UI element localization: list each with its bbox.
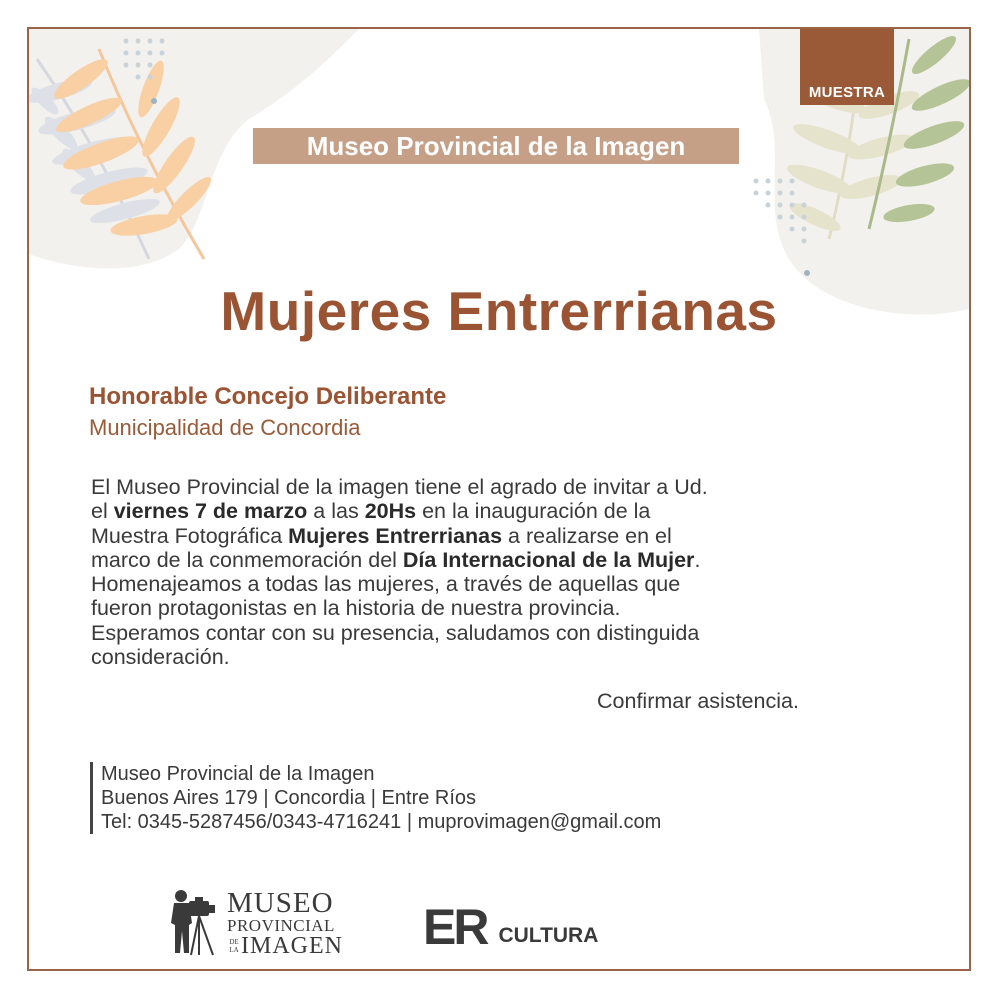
museo-logo-de: DE	[229, 938, 239, 946]
museo-logo-line2: PROVINCIAL	[227, 916, 335, 935]
muestra-badge	[800, 29, 894, 105]
er-cultura-logo	[423, 899, 599, 955]
museo-logo-line1: MUSEO	[227, 887, 334, 919]
organizer-municipality: Municipalidad de Concordia	[89, 415, 361, 440]
body-line-7: Esperamos contar con su presencia, saludamos con distinguida	[91, 620, 700, 645]
museo-logo-line3: IMAGEN	[241, 933, 343, 959]
body-line-3	[91, 524, 891, 548]
invitation-body	[91, 475, 891, 669]
body-text-segment: .	[694, 547, 701, 572]
event-date: viernes 7 de marzo	[113, 499, 308, 524]
page-title: Mujeres Entrerrianas	[220, 280, 778, 342]
body-text-segment: marco de la conmemoración del	[91, 547, 403, 572]
museum-banner-text: Museo Provincial de la Imagen	[306, 130, 686, 161]
exhibition-name: Mujeres Entrerrianas	[288, 523, 503, 548]
body-text-segment: Muestra Fotográfica	[91, 523, 289, 548]
body-text-segment: a realizarse en el	[502, 523, 672, 548]
museo-logo-dela	[227, 938, 241, 954]
contact-name: Museo Provincial de la Imagen	[101, 763, 375, 785]
body-line-6: fueron protagonistas en la historia de nuestra provincia.	[91, 596, 621, 621]
museo-logo-line3-group	[227, 935, 343, 957]
body-text-segment: a las	[307, 499, 365, 524]
er-logo-label: CULTURA	[498, 924, 599, 947]
museo-logo-text	[227, 889, 343, 957]
body-line-4	[91, 548, 891, 572]
body-text-segment: El Museo Provincial de la imagen tiene el agrado de invitar a Ud.	[91, 475, 708, 499]
body-line-8: consideración.	[91, 645, 230, 670]
er-logo-mark: ER	[423, 899, 487, 955]
invitation-card	[27, 27, 971, 971]
contact-phone-email: Tel: 0345-5287456/0343-4716241 | muprovimagen@gmail.com	[101, 811, 662, 833]
body-line-1	[91, 475, 891, 499]
museum-banner	[253, 128, 739, 164]
confirm-attendance: Confirmar asistencia.	[597, 689, 799, 713]
occasion-name: Día Internacional de la Mujer	[402, 547, 695, 572]
body-text-segment: en la inauguración de la	[416, 499, 651, 524]
body-text-segment: el	[91, 499, 114, 524]
organizer-name: Honorable Concejo Deliberante	[89, 383, 447, 410]
body-line-5: Homenajeamos a todas las mujeres, a través de aquellas que	[91, 572, 681, 597]
contact-address: Buenos Aires 179 | Concordia | Entre Ríos	[101, 787, 477, 809]
museo-logo	[165, 885, 345, 961]
museo-logo-la: LA	[229, 946, 239, 954]
body-line-2	[91, 499, 891, 523]
contact-block	[90, 762, 661, 834]
event-time: 20Hs	[364, 499, 417, 524]
photographer-camera-icon	[165, 887, 223, 957]
badge-label: MUESTRA	[808, 84, 886, 101]
